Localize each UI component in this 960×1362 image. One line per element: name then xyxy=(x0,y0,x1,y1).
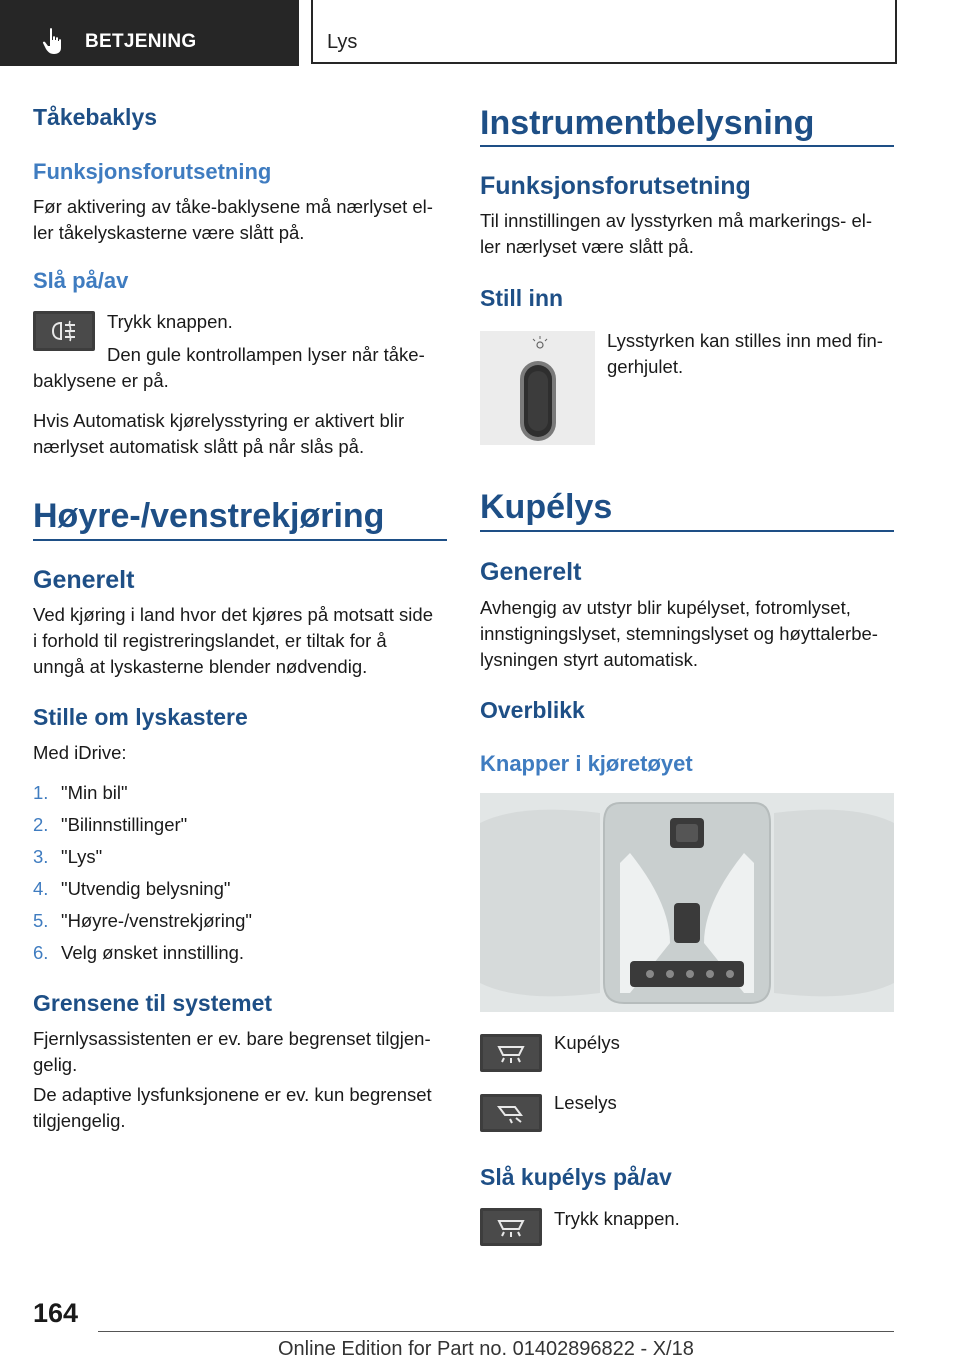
step-text: Velg ønsket innstilling. xyxy=(61,942,245,963)
limits-line-1: Fjernlysassistenten er ev. bare begrenset tilgjen- xyxy=(33,1028,431,1049)
cabin-press-text: Trykk knappen. xyxy=(554,1208,680,1229)
section-tab xyxy=(0,0,299,66)
instr-set-title: Still inn xyxy=(480,285,564,311)
chapter-title: Lys xyxy=(327,31,358,53)
fog-auto-line-2: nærlyset automatisk slått på når slås på. xyxy=(33,436,365,457)
overview-title: Overblikk xyxy=(480,697,585,723)
chapter-tab xyxy=(311,0,897,64)
cabin-light-icon xyxy=(494,1041,528,1065)
drive-general-line-1: Ved kjøring i land hvor det kjøres på motsatt side xyxy=(33,604,433,625)
fog-title: Tåkebaklys xyxy=(33,104,158,130)
limits-line-3: De adaptive lysfunksjonene er ev. kun begrenset xyxy=(33,1084,432,1105)
roof-console-illustration xyxy=(480,793,894,1012)
fog-light-button-image xyxy=(33,311,95,351)
instr-title-rule xyxy=(480,145,894,147)
instr-set-line-2: gerhjulet. xyxy=(607,356,684,377)
cabin-general-line-1: Avhengig av utstyr blir kupélyset, fotromlyset, xyxy=(480,597,851,618)
instr-title: Instrumentbelysning xyxy=(480,104,815,142)
buttons-title: Knapper i kjøretøyet xyxy=(480,751,693,776)
step-number: 2. xyxy=(33,814,49,835)
idrive-steps-list xyxy=(33,780,433,970)
step-text: "Lys" xyxy=(61,846,103,867)
instr-req-line-1: Til innstillingen av lysstyrken må markerings- el- xyxy=(480,210,873,231)
fog-auto-line-1: Hvis Automatisk kjørelysstyring er aktivert blir xyxy=(33,410,405,431)
fog-press-text: Trykk knappen. xyxy=(107,311,233,332)
instr-req-line-2: ler nærlyset være slått på. xyxy=(480,236,694,257)
cabin-light-button-image xyxy=(480,1034,542,1072)
footer-rule xyxy=(98,1331,894,1332)
cabin-general-line-2: innstigningslyset, stemningslyset og høyttalerbe- xyxy=(480,623,878,644)
drive-title: Høyre-/venstrekjøring xyxy=(33,497,385,535)
step-text: "Utvendig belysning" xyxy=(61,878,231,899)
step-number: 1. xyxy=(33,782,49,803)
instr-set-line-1: Lysstyrken kan stilles inn med fin- xyxy=(607,330,883,351)
instr-req-title: Funksjonsforutsetning xyxy=(480,172,751,200)
cabin-title: Kupélys xyxy=(480,488,613,526)
step-number: 6. xyxy=(33,942,49,963)
step-number: 5. xyxy=(33,910,49,931)
thumbwheel-icon xyxy=(480,331,595,445)
fog-onoff-title: Slå på/av xyxy=(33,268,129,293)
drive-general-title: Generelt xyxy=(33,566,135,594)
limits-line-2: gelig. xyxy=(33,1054,78,1075)
reading-light-icon xyxy=(494,1101,528,1125)
thumbwheel-image xyxy=(480,331,595,445)
limits-line-4: tilgjengelig. xyxy=(33,1110,126,1131)
reading-light-button-image xyxy=(480,1094,542,1132)
fog-lamp-line-1: Den gule kontrollampen lyser når tåke- xyxy=(107,344,425,365)
cabin-onoff-button-image xyxy=(480,1208,542,1246)
drive-general-line-2: i forhold til registreringslandet, er tiltak for å xyxy=(33,630,387,651)
fog-req-line-2: ler tåkelyskasterne være slått på. xyxy=(33,222,305,243)
cabin-onoff-title: Slå kupélys på/av xyxy=(480,1164,672,1190)
section-title: BETJENING xyxy=(85,31,197,52)
limits-title: Grensene til systemet xyxy=(33,990,273,1016)
step-text: "Høyre-/venstrekjøring" xyxy=(61,910,252,931)
drive-title-rule xyxy=(33,539,447,541)
step-text: "Min bil" xyxy=(61,782,128,803)
drive-general-line-3: unngå at lyskasterne blender nødvendig. xyxy=(33,656,368,677)
pointing-hand-icon xyxy=(42,27,66,55)
roof-console-image xyxy=(480,793,894,1012)
step-number: 3. xyxy=(33,846,49,867)
rear-fog-light-icon xyxy=(49,319,79,343)
step-number: 4. xyxy=(33,878,49,899)
cabin-title-rule xyxy=(480,530,894,532)
drive-idrive-text: Med iDrive: xyxy=(33,742,127,763)
footer-edition: Online Edition for Part no. 01402896822 - X/18 xyxy=(278,1338,694,1360)
label-kupelys: Kupélys xyxy=(554,1032,620,1053)
step-text: "Bilinnstillinger" xyxy=(61,814,188,835)
fog-req-line-1: Før aktivering av tåke-baklysene må nærlyset el- xyxy=(33,196,433,217)
drive-adjust-title: Stille om lyskastere xyxy=(33,704,248,730)
label-leselys: Leselys xyxy=(554,1092,617,1113)
cabin-general-title: Generelt xyxy=(480,558,582,586)
fog-lamp-line-2: baklysene er på. xyxy=(33,370,169,391)
cabin-general-line-3: lysningen styrt automatisk. xyxy=(480,649,698,670)
page-number: 164 xyxy=(33,1298,79,1328)
fog-req-title: Funksjonsforutsetning xyxy=(33,159,272,184)
cabin-light-icon xyxy=(494,1215,528,1239)
